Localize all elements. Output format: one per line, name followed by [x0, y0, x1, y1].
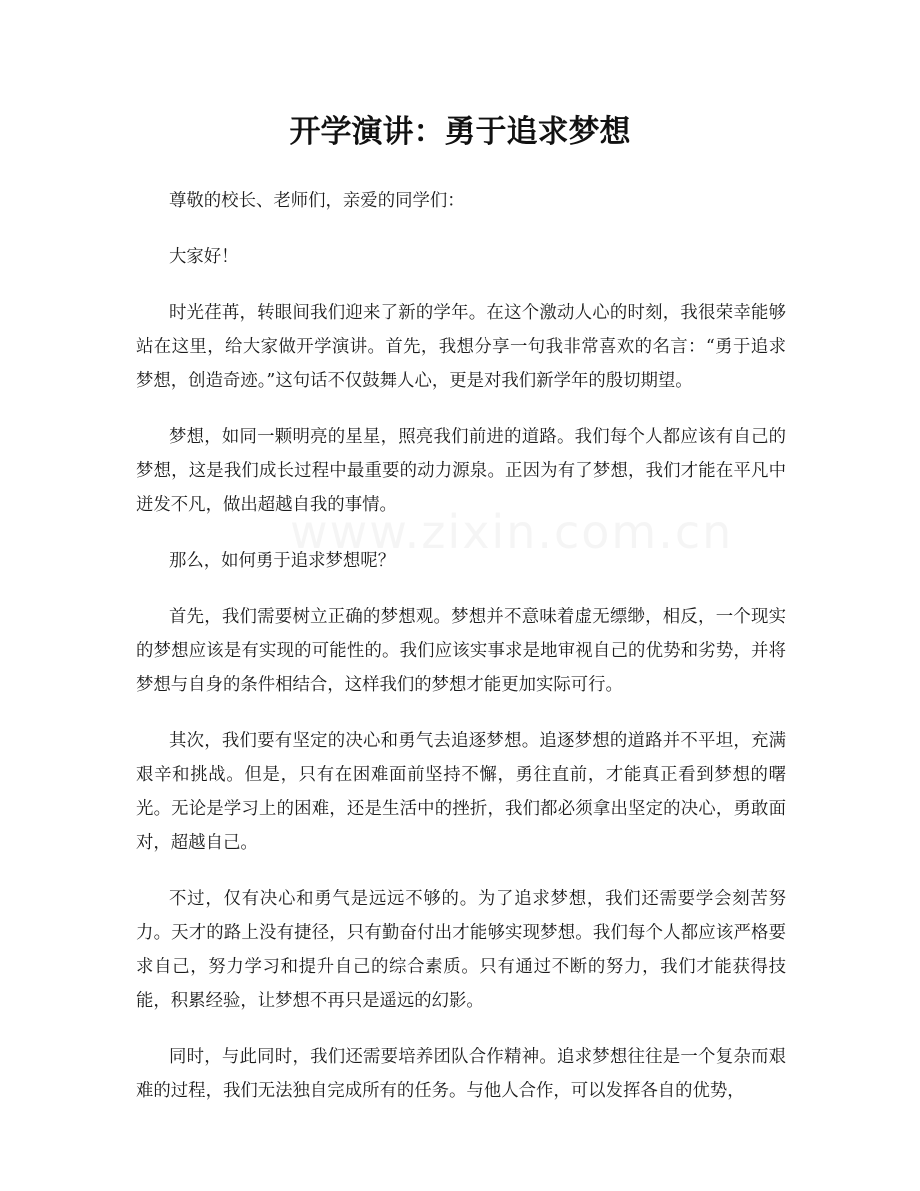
- paragraph-first: 首先，我们需要树立正确的梦想观。梦想并不意味着虚无缥缈，相反，一个现实的梦想应该是有实现的可能性的。我们应该实事求是地审视自己的优势和劣势，并将梦想与自身的条件相结合，这样我们的梦想才能更加实际可行。: [136, 607, 786, 695]
- paragraph-question: 那么，如何勇于追求梦想呢？: [169, 551, 396, 571]
- paragraph-second: 其次，我们要有坚定的决心和勇气去追逐梦想。追逐梦想的道路并不平坦，充满艰辛和挑战。但是，只有在困难面前坚持不懈，勇往直前，才能真正看到梦想的曙光。无论是学习上的困难，还是生活中的挫折，我们都必须拿出坚定的决心，勇敢面对，超越自己。: [136, 731, 786, 853]
- paragraph-effort: 不过，仅有决心和勇气是远远不够的。为了追求梦想，我们还需要学会刻苦努力。天才的路上没有捷径，只有勤奋付出才能够实现梦想。我们每个人都应该严格要求自己，努力学习和提升自己的综合素质。只有通过不断的努力，我们才能获得技能，积累经验，让梦想不再只是遥远的幻影。: [136, 889, 786, 1011]
- paragraph-dream-star: 梦想，如同一颗明亮的星星，照亮我们前进的道路。我们每个人都应该有自己的梦想，这是我们成长过程中最重要的动力源泉。正因为有了梦想，我们才能在平凡中迸发不凡，做出超越自我的事情。: [136, 427, 786, 515]
- document-title: 开学演讲：勇于追求梦想: [289, 114, 631, 150]
- paragraph-intro: 时光荏苒，转眼间我们迎来了新的学年。在这个激动人心的时刻，我很荣幸能够站在这里，给大家做开学演讲。首先，我想分享一句我非常喜欢的名言：“勇于追求梦想，创造奇迹。”这句话不仅鼓舞人心，更是对我们新学年的殷切期望。: [136, 303, 786, 391]
- paragraph-hello: 大家好！: [169, 247, 239, 267]
- paragraph-teamwork: 同时，与此同时，我们还需要培养团队合作精神。追求梦想往往是一个复杂而艰难的过程，我们无法独自完成所有的任务。与他人合作，可以发挥各自的优势，: [136, 1047, 786, 1101]
- watermark: www.zixin.com.cn: [290, 505, 734, 559]
- paragraph-greeting: 尊敬的校长、老师们，亲爱的同学们：: [169, 191, 465, 211]
- document-body: [136, 184, 786, 1130]
